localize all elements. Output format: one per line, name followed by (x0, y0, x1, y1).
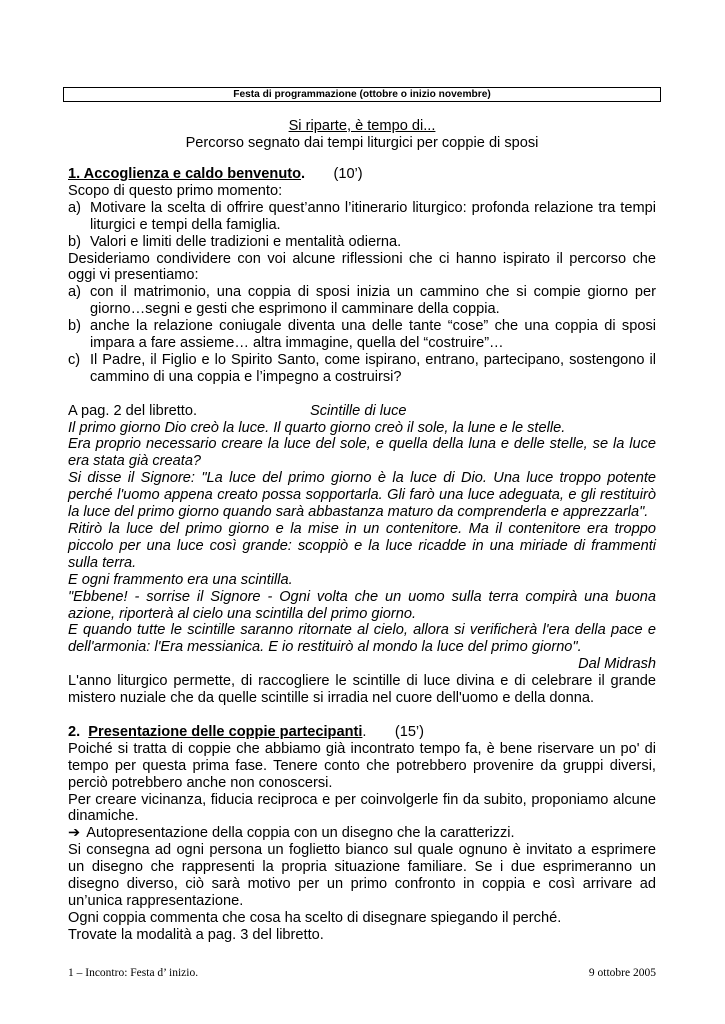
title-block (68, 118, 656, 152)
story-paragraph: "Ebbene! - sorrise il Signore - Ogni volta che un uomo sulla terra compirà una buona azione, riporterà al cielo una scintilla del primo giorno. (68, 588, 656, 622)
story-paragraph: Si disse il Signore: "La luce del primo giorno è la luce di Dio. Una luce troppo potente perché l'uomo appena creato possa sopportarla. Gli farò una luce adeguata, e gli restituirò la luce del primo giorno quando sarà abbastanza maturo da comprenderla e apprezzarla". (68, 470, 656, 521)
header-text: Festa di programmazione (ottobre o inizio novembre) (233, 89, 491, 100)
section2-paragraph: Ogni coppia commenta che cosa ha scelto di disegnare spiegando il perché. (68, 909, 562, 926)
document-title: Si riparte, è tempo di... (288, 118, 436, 134)
arrow-right-icon: ➔ (68, 825, 81, 842)
list-item: b) Valori e limiti delle tradizioni e mentalità odierna. (68, 233, 402, 250)
list-item: c) Il Padre, il Figlio e lo Spirito Santo, come ispirano, entrano, partecipano, sostengono il cammino di una coppia e l’impegno a costruirsi? (68, 351, 656, 385)
section1-time: (10’) (333, 166, 363, 182)
story-paragraph: Era proprio necessario creare la luce del sole, e quella della luna e delle stelle, se la luce era stata già creata? (68, 436, 656, 470)
footer-date: 9 ottobre 2005 (588, 967, 656, 979)
header-box (63, 87, 661, 102)
story-ref-line (68, 403, 656, 420)
story-source: Dal Midrash (578, 656, 656, 673)
section1-desire: Desideriamo condividere con voi alcune riflessioni che ci hanno ispirato il percorso che oggi vi presentiamo: (68, 250, 656, 284)
section1-heading-line: 1. Accoglienza e caldo benvenuto. (10’) (68, 166, 363, 182)
section2-heading-line: 2. Presentazione delle coppie partecipanti. (15’) (68, 723, 425, 740)
section2-time: (15’) (394, 723, 425, 740)
section1-intro: Scopo di questo primo momento: (68, 182, 283, 199)
section1-heading: 1. Accoglienza e caldo benvenuto (68, 166, 302, 182)
section1-closing: L'anno liturgico permette, di raccogliere le scintille di luce divina e di celebrare il grande mistero nuziale che da quelle scintille si irradia nel cuore dell'uomo e della donna. (68, 673, 656, 707)
story-title: Scintille di luce (310, 402, 407, 419)
section2-paragraph: Poiché si tratta di coppie che abbiamo già incontrato tempo fa, è bene riservare un po' di tempo per questa prima fase. Tenere conto che potrebbero provenire da gruppi diversi, perciò potrebbero anche non conoscersi. (68, 740, 656, 791)
section2-heading: Presentazione delle coppie partecipanti (88, 723, 363, 740)
list-item: b) anche la relazione coniugale diventa una delle tante “cose” che una coppia di sposi impara a fare assieme… altra immagine, quella del “costruire”… (68, 318, 656, 352)
section2-paragraph: Trovate la modalità a pag. 3 del libretto. (68, 926, 324, 943)
list-item: a) Motivare la scelta di offrire quest’anno l’itinerario liturgico: profonda relazione tra tempi liturgici e tempi della famiglia. (68, 199, 656, 233)
document-body (68, 166, 656, 944)
story-paragraph: E quando tutte le scintille saranno ritornate al cielo, allora si verificherà l'era della pace e dell'armonia: l'Era messianica. E io restituirò al mondo la luce del primo giorno". (68, 622, 656, 656)
section2-activity: Autopresentazione della coppia con un disegno che la caratterizzi. (86, 825, 515, 842)
story-paragraph: E ogni frammento era una scintilla. (68, 571, 293, 588)
section2-number: 2. (68, 723, 81, 740)
section2-arrow-line (68, 825, 656, 842)
list-item: a) con il matrimonio, una coppia di sposi inizia un cammino che si compie giorno per giorno…segni e gesti che esprimono il camminare della coppia. (68, 284, 656, 318)
page-footer (68, 966, 656, 980)
section2-paragraph: Per creare vicinanza, fiducia reciproca e per coinvolgerle fin da subito, proponiamo alcune dinamiche. (68, 791, 656, 825)
page-reference: A pag. 2 del libretto. (68, 402, 197, 419)
footer-left: 1 – Incontro: Festa d’ inizio. (68, 967, 199, 979)
story-paragraph: Ritirò la luce del primo giorno e la mise in un contenitore. Ma il contenitore era troppo piccolo per una luce così grande: scoppiò e la luce ricadde in una miriade di frammenti sulla terra. (68, 521, 656, 571)
story-paragraph: Il primo giorno Dio creò la luce. Il quarto giorno creò il sole, la lune e le stelle. (68, 419, 566, 436)
document-subtitle: Percorso segnato dai tempi liturgici per coppie di sposi (185, 134, 539, 151)
section2-paragraph: Si consegna ad ogni persona un foglietto bianco sul quale ognuno è invitato a esprimere un disegno che rappresenti la propria situazione familiare. Se i due esprimeranno un disegno diverso, ciò sarà motivo per un primo confronto in coppia e così arrivare ad un’unica rappresentazione. (68, 842, 656, 909)
